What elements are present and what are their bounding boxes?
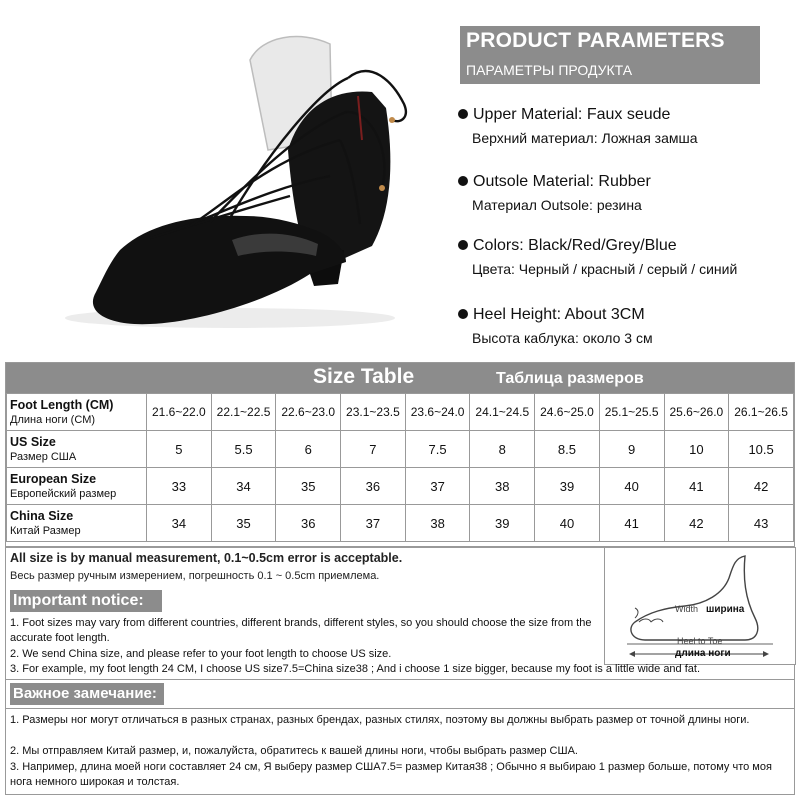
size-cell: 25.6~26.0 [664,394,729,431]
size-cell: 23.6~24.0 [405,394,470,431]
row-header-ru: Китай Размер [10,524,81,537]
notice-line: 2. We send China size, and please refer to your foot length to choose US size. [10,648,392,660]
row-header-en: European Size [10,471,97,486]
bullet-icon [458,176,468,186]
notes-section [5,547,795,795]
size-cell: 37 [341,505,406,542]
width-label: Width [675,604,699,614]
size-cell: 9 [599,431,664,468]
param-label: Outsole Material: [473,173,594,190]
size-cell: 7.5 [405,431,470,468]
size-cell: 36 [276,505,341,542]
row-header-en: Foot Length (CM) [10,397,114,412]
param-ru: Материал Outsole: резина [472,197,642,213]
important-notice-title: Important notice: [10,590,162,612]
size-cell: 8 [470,431,535,468]
important-notice-title-ru: Важное замечание: [10,683,164,705]
notice-line-ru: 1. Размеры ног могут отличаться в разных странах, разных брендах, разных стилях, поэтому вы должны выбрать размер от точной длины ноги. [10,714,750,726]
china-size-row [7,505,794,542]
size-cell: 40 [599,468,664,505]
size-table-title-ru: Таблица размеров [496,370,644,387]
bullet-icon [458,240,468,250]
size-cell: 26.1~26.5 [729,394,794,431]
param-label: Heel Height: [473,306,562,323]
row-header-ru: Длина ноги (CM) [10,413,96,426]
param-outsole-material [458,173,798,213]
foot-outline [631,556,758,640]
param-upper-material [458,106,798,146]
size-table-title: Size Table [313,365,415,388]
size-cell: 35 [276,468,341,505]
notice-line-ru: 3. Например, длина моей ноги составляет 24 см, Я выберу размер США7.5= размер Китая38 ; Обычно я выбираю 1 размер больше, потому что моя нога немного широкая и толстая. [10,761,772,788]
notice-line-ru: 2. Мы отправляем Китай размер, и, пожалуйста, обратитесь к вашей длины ноги, чтобы выбрать размер США. [10,745,578,757]
param-value: Black/Red/Grey/Blue [528,237,677,254]
size-cell: 39 [535,468,600,505]
foot-length-row [7,394,794,431]
shoe-body [93,216,346,324]
param-colors [458,237,798,277]
row-header-ru: Европейский размер [10,487,117,500]
size-cell: 38 [405,505,470,542]
size-cell: 10 [664,431,729,468]
size-cell: 34 [147,505,212,542]
divider [6,708,794,709]
measurement-note-ru: Весь размер ручным измерением, погрешность 0.1 ~ 0.5cm приемлема. [10,570,380,582]
size-cell: 35 [211,505,276,542]
size-cell: 34 [211,468,276,505]
foot-illustration [605,548,795,664]
size-cell: 24.6~25.0 [535,394,600,431]
param-heel-height [458,306,798,346]
bullet-icon [458,309,468,319]
param-ru: Верхний материал: Ложная замша [472,130,698,146]
size-table [6,393,794,542]
european-size-row [7,468,794,505]
product-parameters-title: PRODUCT PARAMETERS [466,29,725,52]
size-cell: 22.1~22.5 [211,394,276,431]
row-header [7,431,147,468]
size-cell: 24.1~24.5 [470,394,535,431]
heel-to-toe-label: Heel to Toe [677,636,723,646]
product-parameters-header [460,26,760,84]
width-label-ru: ширина [706,604,745,615]
param-value: Rubber [598,173,651,190]
notice-line: 1. Foot sizes may vary from different countries, different brands, different styles, so you should choose the size from the accurate foot length. [10,617,592,644]
param-value: About 3CM [564,306,645,323]
foot-measure-diagram [604,547,796,665]
us-size-row [7,431,794,468]
size-cell: 5.5 [211,431,276,468]
size-cell: 42 [664,505,729,542]
size-cell: 6 [276,431,341,468]
size-table-section [5,362,795,547]
row-header [7,468,147,505]
bullet-icon [458,109,468,119]
size-cell: 8.5 [535,431,600,468]
size-cell: 23.1~23.5 [341,394,406,431]
size-cell: 7 [341,431,406,468]
divider [6,679,794,680]
size-cell: 43 [729,505,794,542]
lace-tip [379,185,385,191]
size-cell: 41 [664,468,729,505]
size-cell: 10.5 [729,431,794,468]
row-header-ru: Размер США [10,450,77,463]
row-header-en: China Size [10,508,74,523]
product-parameters-subtitle: ПАРАМЕТРЫ ПРОДУКТА [466,62,633,78]
size-cell: 40 [535,505,600,542]
param-value: Faux seude [586,106,671,123]
lace-tip [389,117,395,123]
size-cell: 38 [470,468,535,505]
row-header [7,394,147,431]
measurement-note: All size is by manual measurement, 0.1~0.5cm error is acceptable. [10,551,403,565]
size-cell: 41 [599,505,664,542]
size-cell: 25.1~25.5 [599,394,664,431]
size-cell: 5 [147,431,212,468]
size-cell: 37 [405,468,470,505]
row-header-en: US Size [10,434,56,449]
size-cell: 22.6~23.0 [276,394,341,431]
toe-lines [639,619,663,622]
size-table-header [6,363,794,393]
size-cell: 39 [470,505,535,542]
size-cell: 33 [147,468,212,505]
size-cell: 21.6~22.0 [147,394,212,431]
param-label: Colors: [473,237,524,254]
param-label: Upper Material: [473,106,583,123]
size-cell: 42 [729,468,794,505]
width-arrow [635,608,638,618]
param-ru: Цвета: Черный / красный / серый / синий [472,261,738,277]
heel-to-toe-label-ru: длина ноги [675,648,731,659]
product-photo [0,0,450,360]
notice-line: 3. For example, my foot length 24 CM, I choose US size7.5=China size38 ; And i choose 1 size bigger, because my foot is a little wide and fat. [10,663,701,675]
size-cell: 36 [341,468,406,505]
param-ru: Высота каблука: около 3 см [472,330,653,346]
row-header [7,505,147,542]
